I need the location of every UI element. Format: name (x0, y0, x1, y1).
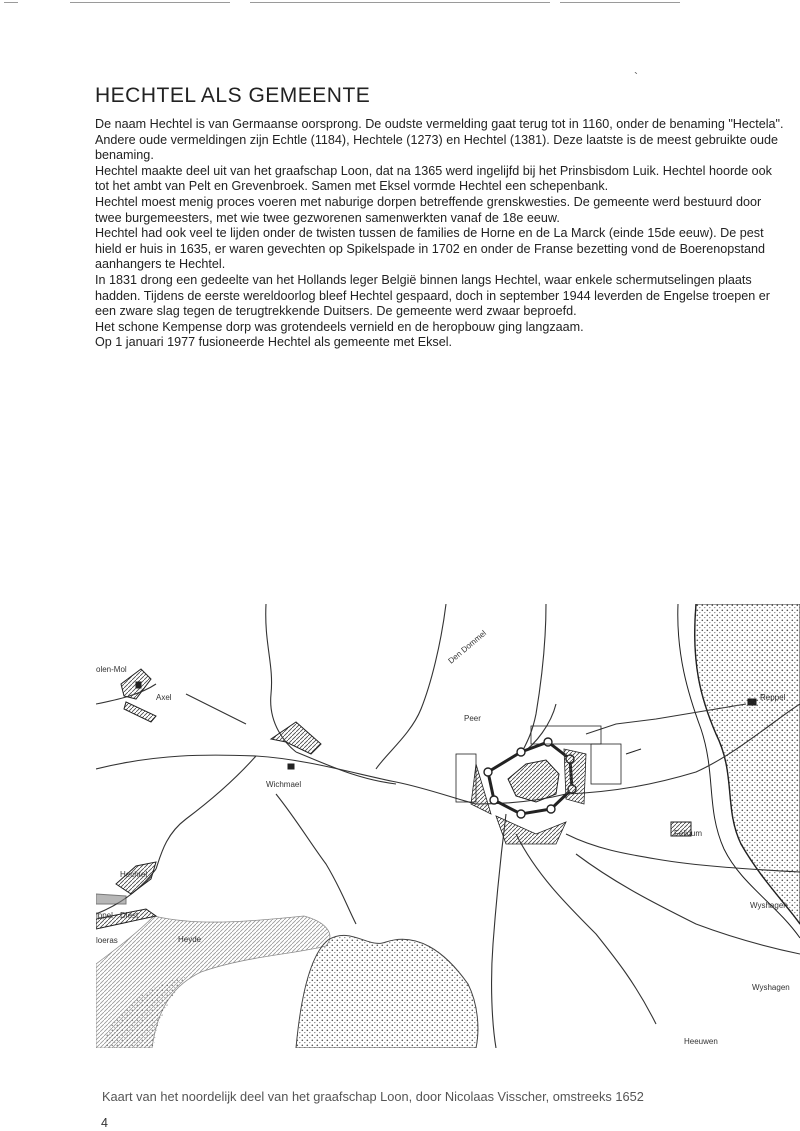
paragraph-disputes: Hechtel moest menig proces voeren met naburige dorpen betreffende grenskwesties. De gemeente werd bestuurd door twee burgemeesters, met wie twee gezworenen samenwerkten vanaf de 18e eeuw. (95, 194, 762, 225)
label-reppel: Reppel (760, 693, 786, 702)
label-molen-mol: olen-Mol (96, 665, 127, 674)
body-text (95, 117, 785, 351)
heath-bottom-center (296, 935, 478, 1048)
page-number: 4 (101, 1116, 108, 1130)
stray-mark: ` (634, 70, 638, 84)
label-loeras: loeras (96, 936, 118, 945)
historic-map (96, 604, 800, 1048)
label-felicum: Felicum (674, 829, 703, 838)
paragraph-old-names: Andere oude vermeldingen zijn Echtle (1184), Hechtele (1273) en Hechtel (1381). Deze laatste is de meest gebruikte oude benaming. (95, 132, 779, 163)
paragraph-suffering: Hechtel had ook veel te lijden onder de twisten tussen de families de Horne en de La Marck (einde 15de eeuw). De pest hield er huis in 1635, er waren gevechten op Spikelspade in 1702 en onder de Franse bezetting vond de Boerenopstand aanhangers te Hechtel. (95, 226, 766, 272)
label-wyshagen-2: Wyshagen (752, 983, 790, 992)
label-wyshagen-1: Wyshagen (750, 901, 788, 910)
label-wichmael: Wichmael (266, 780, 302, 789)
map-caption: Kaart van het noordelijk deel van het graafschap Loon, door Nicolaas Visscher, omstreeks 1652 (102, 1089, 644, 1104)
wichmael-village (271, 722, 321, 769)
label-peer: Peer (464, 714, 481, 723)
label-den-dommel: Den Dommel (446, 628, 489, 666)
paragraph-merger: Op 1 januari 1977 fusioneerde Hechtel als gemeente met Eksel. (95, 335, 453, 350)
label-axel: Axel (156, 693, 172, 702)
axel-village (121, 669, 156, 722)
label-heyde: Heyde (178, 935, 202, 944)
paragraph-loon: Hechtel maakte deel uit van het graafschap Loon, dat na 1365 werd ingelijfd bij het Prinsbisdom Luik. Hechtel hoorde ook tot het ambt van Pelt en Grevenbroek. Samen met Eksel vormde Hechtel een schepenbank. (95, 163, 772, 194)
label-hechtel: Hechtel (120, 870, 148, 879)
label-pippel-diest: ippel - Diest (96, 911, 139, 920)
label-heeuwen: Heeuwen (684, 1037, 718, 1046)
top-rule (0, 0, 800, 6)
paragraph-rebuild: Het schone Kempense dorp was grotendeels vernield en de heropbouw ging langzaam. (95, 319, 584, 334)
page-title: HECHTEL ALS GEMEENTE (95, 84, 371, 108)
paragraph-1831-1944: In 1831 drong een gedeelte van het Hollands leger België binnen langs Hechtel, waar enkele schermutselingen plaats hadden. Tijdens de eerste wereldoorlog bleef Hechtel gespaard, doch in september 1944 leverden de Engelse troepen er een zware slag tegen de terugtrekkende Duitsers. De gemeente werd zwaar beproefd. (95, 272, 770, 319)
paragraph-origin: De naam Hechtel is van Germaanse oorsprong. De oudste vermelding gaat terug tot in 1160, onder de benaming "Hectela". (95, 117, 784, 131)
peer-fortress (456, 726, 621, 844)
map-drawing (96, 604, 800, 1048)
